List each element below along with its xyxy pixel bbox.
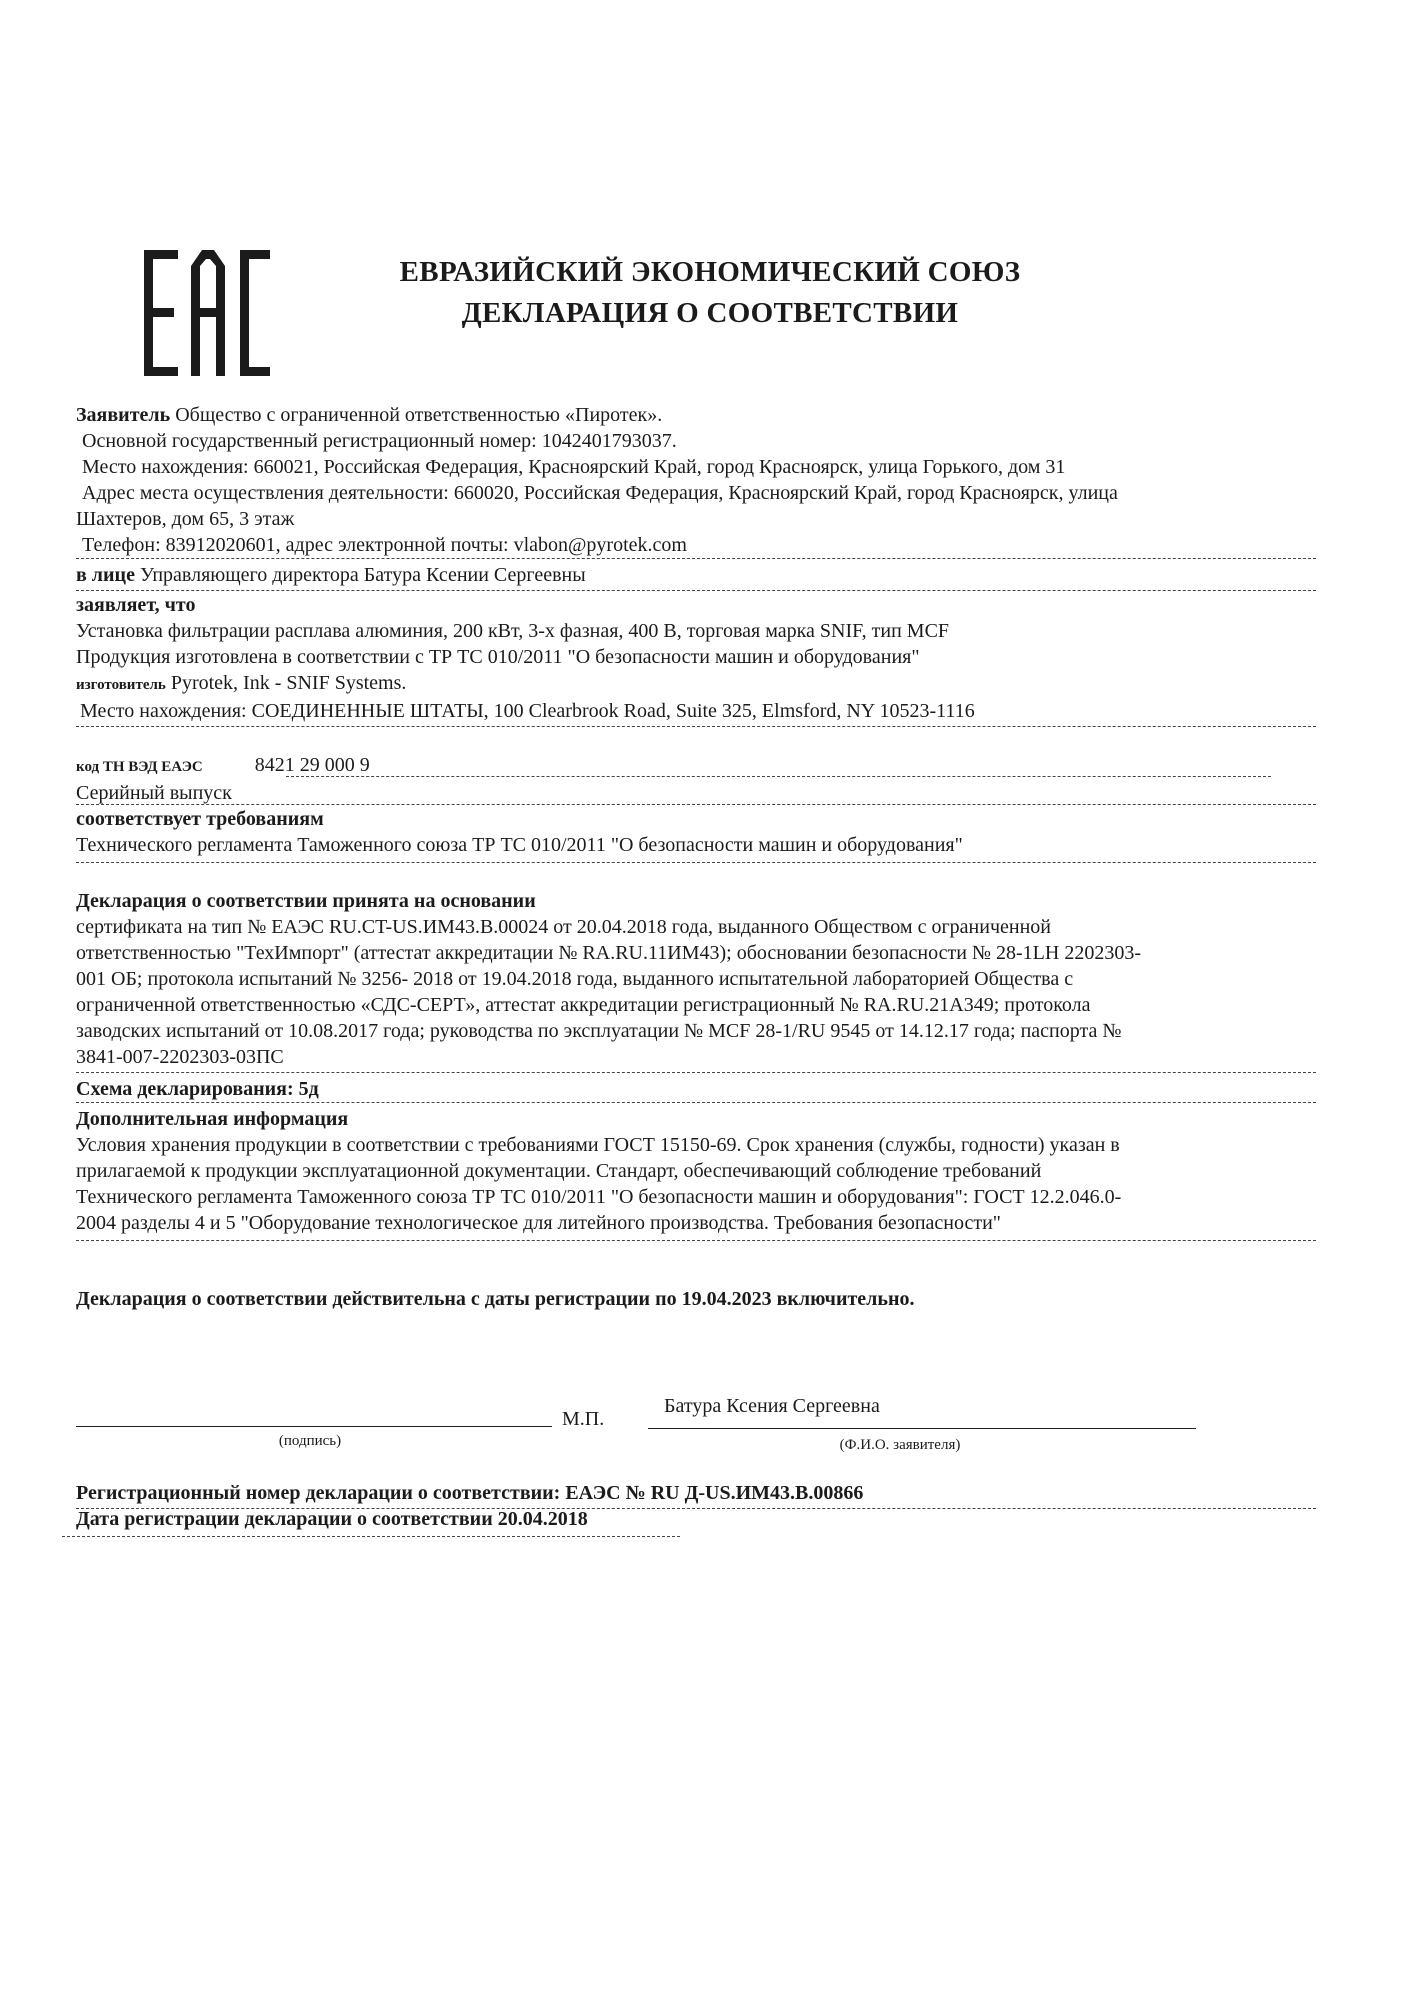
conforms-label: соответствует требованиям xyxy=(76,808,324,830)
basis-line: ограниченной ответственностью «СДС-СЕРТ», аттестат аккредитации регистрационный № RA.RU.21A349; протокола xyxy=(76,994,1091,1016)
applicant-name: Общество с ограниченной ответственностью «Пиротек». xyxy=(175,404,663,426)
name-line xyxy=(648,1428,1196,1429)
title-union: ЕВРАЗИЙСКИЙ ЭКОНОМИЧЕСКИЙ СОЮЗ xyxy=(399,256,1021,288)
divider xyxy=(62,1536,680,1537)
additional-line: Условия хранения продукции в соответствии с требованиями ГОСТ 15150-69. Срок хранения (службы, годности) указан в xyxy=(76,1134,1120,1156)
applicant-block xyxy=(76,402,1316,558)
additional-line: 2004 разделы 4 и 5 "Оборудование технологическое для литейного производства. Требования безопасности" xyxy=(76,1212,1001,1234)
divider xyxy=(76,590,1316,591)
basis-line: 001 ОБ; протокола испытаний № 3256- 2018 от 19.04.2018 года, выданного испытательной лабораторией Общества с xyxy=(76,968,1074,990)
basis-label: Декларация о соответствии принята на основании xyxy=(76,890,536,912)
additional-line: Технического регламента Таможенного союза ТР ТС 010/2011 "О безопасности машин и оборудования": ГОСТ 12.2.046.0- xyxy=(76,1186,1122,1208)
title-declaration: ДЕКЛАРАЦИЯ О СООТВЕТСТВИИ xyxy=(461,297,959,329)
additional-line: прилагаемой к продукции эксплуатационной документации. Стандарт, обеспечивающий соблюдение требований xyxy=(76,1160,1042,1182)
name-caption: (Ф.И.О. заявителя) xyxy=(839,1437,961,1453)
code-label: код ТН ВЭД ЕАЭС xyxy=(76,759,203,775)
signature-line xyxy=(76,1426,552,1427)
product-origin: Продукция изготовлена в соответствии с ТР ТС 010/2011 "О безопасности машин и оборудования" xyxy=(76,646,920,668)
declares-block xyxy=(76,592,1316,724)
document-title xyxy=(360,252,1060,334)
basis-line: сертификата на тип № ЕАЭС RU.CT-US.ИМ43.B.00024 от 20.04.2018 года, выданного Обществом с ограниченной xyxy=(76,916,1051,938)
applicant-activity-address-cont: Шахтеров, дом 65, 3 этаж xyxy=(76,508,295,530)
scheme-block xyxy=(76,1076,1316,1102)
series-production: Серийный выпуск xyxy=(76,782,232,804)
divider xyxy=(76,804,1316,805)
divider xyxy=(76,558,1316,559)
representative-name: Управляющего директора Батура Ксении Сергеевны xyxy=(139,564,586,586)
divider xyxy=(286,776,1271,777)
applicant-location: Место нахождения: 660021, Российская Федерация, Красноярский Край, город Красноярск, улица Горького, дом 31 xyxy=(82,456,1066,478)
basis-line: ответственностью "ТехИмпорт" (аттестат аккредитации № RA.RU.11ИМ43); обосновании безопасности № 28-1LH 2202303- xyxy=(76,942,1141,964)
representative-label: в лице xyxy=(76,564,135,586)
declaration-scheme: Схема декларирования: 5д xyxy=(76,1078,319,1100)
registration-block xyxy=(76,1480,1316,1532)
conforms-regulation: Технического регламента Таможенного союза ТР ТС 010/2011 "О безопасности машин и оборудования" xyxy=(76,834,963,856)
validity-statement: Декларация о соответствии действительна с даты регистрации по 19.04.2023 включительно. xyxy=(76,1288,915,1310)
additional-label: Дополнительная информация xyxy=(76,1108,349,1130)
divider xyxy=(76,1240,1316,1241)
manufacturer-location: Место нахождения: СОЕДИНЕННЫЕ ШТАТЫ, 100 Clearbrook Road, Suite 325, Elmsford, NY 10523-1116 xyxy=(80,700,975,722)
manufacturer-label: изготовитель xyxy=(76,677,166,693)
representative-block xyxy=(76,562,1316,588)
additional-block xyxy=(76,1106,1316,1236)
manufacturer-name: Pyrotek, Ink - SNIF Systems. xyxy=(170,672,407,694)
divider xyxy=(76,1508,1316,1509)
applicant-activity-address: Адрес места осуществления деятельности: 660020, Российская Федерация, Красноярский Край, город Красноярск, улица xyxy=(82,482,1118,504)
divider xyxy=(76,1102,1316,1103)
applicant-label: Заявитель xyxy=(76,404,171,426)
eac-logo xyxy=(142,248,272,378)
conforms-block xyxy=(76,806,1316,858)
basis-block xyxy=(76,888,1316,1070)
registration-date: Дата регистрации декларации о соответствии 20.04.2018 xyxy=(76,1508,588,1530)
code-value: 8421 29 000 9 xyxy=(254,754,370,776)
divider xyxy=(76,726,1316,727)
applicant-full-name: Батура Ксения Сергеевна xyxy=(664,1395,880,1417)
divider xyxy=(76,1072,1316,1073)
basis-line: заводских испытаний от 10.08.2017 года; руководства по эксплуатации № MCF 28-1/RU 9545 от 14.12.17 года; паспорта № xyxy=(76,1020,1122,1042)
code-block xyxy=(76,752,1316,806)
product-description: Установка фильтрации расплава алюминия, 200 кВт, 3-х фазная, 400 В, торговая марка SNIF, тип MCF xyxy=(76,620,950,642)
signature-caption: (подпись) xyxy=(278,1433,342,1449)
validity-block xyxy=(76,1286,1316,1312)
registration-number: Регистрационный номер декларации о соответствии: ЕАЭС № RU Д-US.ИМ43.В.00866 xyxy=(76,1482,864,1504)
divider xyxy=(76,862,1316,863)
declares-label: заявляет, что xyxy=(76,594,196,616)
applicant-ogrn: Основной государственный регистрационный номер: 1042401793037. xyxy=(82,430,677,452)
stamp-place: М.П. xyxy=(562,1408,605,1430)
applicant-contacts: Телефон: 83912020601, адрес электронной почты: vlabon@pyrotek.com xyxy=(82,534,687,556)
basis-line: 3841-007-2202303-03ПС xyxy=(76,1046,284,1068)
